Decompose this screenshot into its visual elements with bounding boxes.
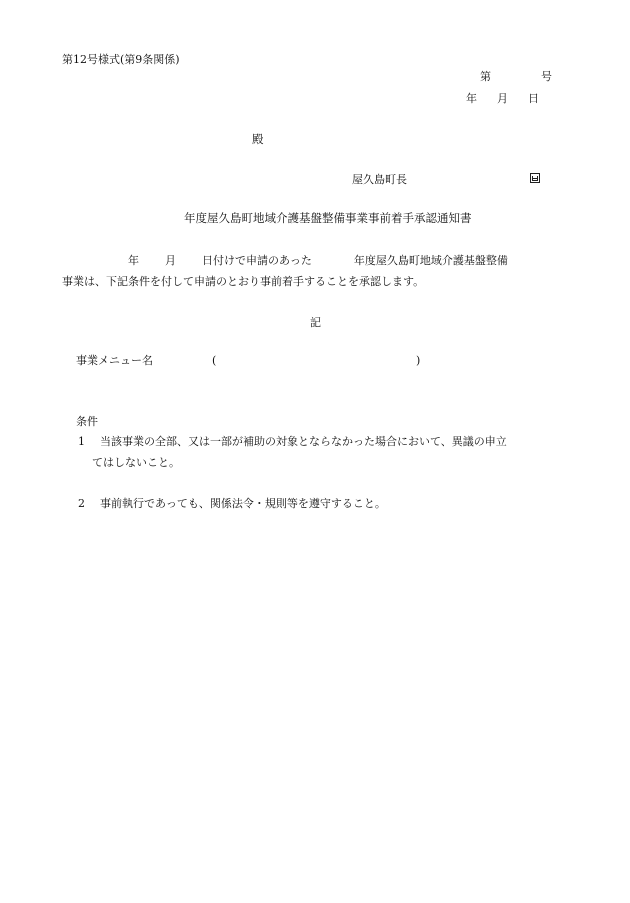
- body-line-1: [128, 255, 508, 266]
- date-day: 日: [528, 92, 539, 105]
- body-project-phrase: 年度屋久島町地域介護基盤整備: [353, 254, 508, 267]
- issuer-name: 屋久島町長: [352, 173, 407, 186]
- seal-mark: [530, 173, 540, 183]
- body-month: 月: [165, 254, 176, 267]
- condition-1-line-2: てはしないこと。: [92, 456, 180, 469]
- condition-2: [78, 498, 386, 509]
- project-menu-row: [76, 354, 421, 367]
- condition-1-line-1: [78, 436, 507, 447]
- body-year: 年: [128, 254, 139, 267]
- document-number-prefix: 第: [480, 70, 491, 83]
- addressee-suffix: 殿: [252, 132, 264, 146]
- condition-2-text: 事前執行であっても、関係法令・規則等を遵守すること。: [100, 497, 386, 510]
- condition-2-number: 2: [78, 497, 85, 510]
- conditions-heading: 条件: [76, 415, 98, 428]
- document-number: [480, 71, 552, 82]
- document-date: [466, 93, 539, 104]
- date-month: 月: [497, 92, 508, 105]
- document-title: 年度屋久島町地域介護基盤整備事業事前着手承認通知書: [184, 211, 472, 225]
- project-menu-paren-close: ): [416, 354, 421, 367]
- document-number-suffix: 号: [541, 70, 552, 83]
- form-number-label: 第12号様式(第9条関係): [62, 53, 180, 66]
- date-year: 年: [466, 92, 477, 105]
- project-menu-paren-open: (: [212, 354, 217, 367]
- note-heading: 記: [310, 316, 321, 329]
- condition-1-number: 1: [78, 435, 85, 448]
- body-date-phrase: 日付けで申請のあった: [202, 254, 312, 267]
- body-line-2: 事業は、下記条件を付して申請のとおり事前着手することを承認します。: [62, 275, 425, 288]
- condition-1-text: 当該事業の全部、又は一部が補助の対象とならなかった場合において、異議の申立: [100, 435, 507, 448]
- project-menu-label: 事業メニュー名: [76, 354, 153, 367]
